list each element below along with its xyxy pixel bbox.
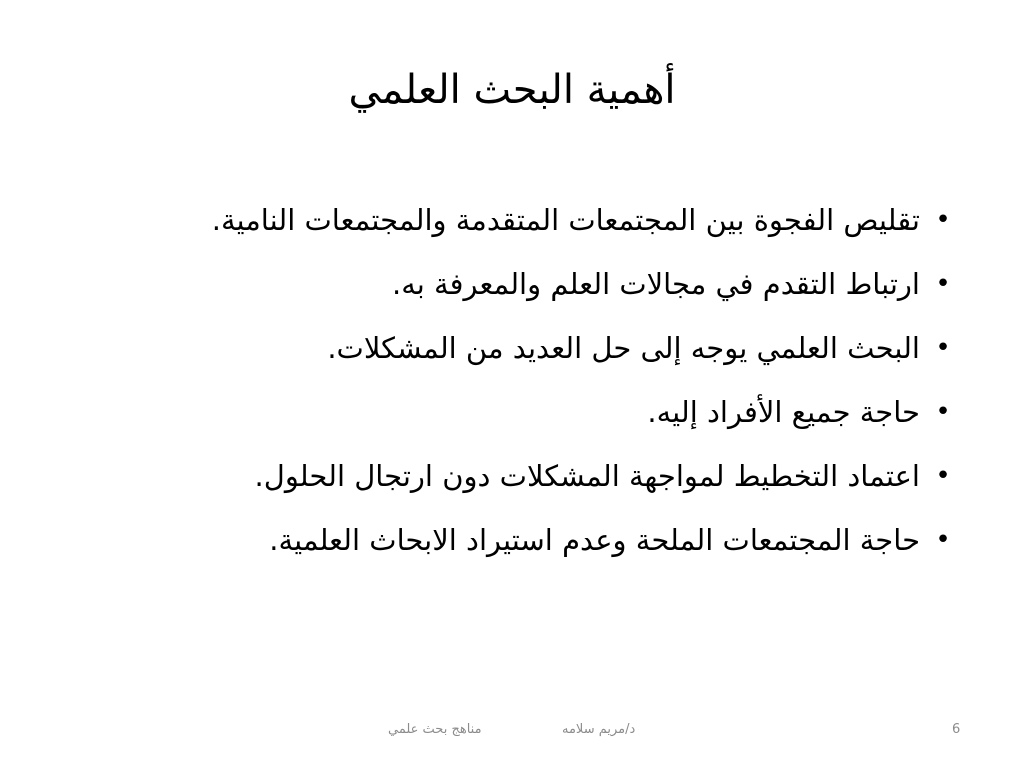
bullet-text-4: حاجة جميع الأفراد إليه. xyxy=(647,395,920,429)
bullet-item-6 xyxy=(40,508,956,572)
footer-page-number: 6 xyxy=(952,722,961,737)
bullet-text-5: اعتماد التخطيط لمواجهة المشكلات دون ارتجال الحلول. xyxy=(254,459,920,493)
bullet-item-4 xyxy=(40,380,956,444)
bullet-item-5 xyxy=(40,444,956,508)
bullet-icon: • xyxy=(935,397,951,427)
footer-author: د/مريم سلامه xyxy=(562,722,636,737)
bullet-icon: • xyxy=(935,525,951,555)
bullet-icon: • xyxy=(935,461,951,491)
bullet-text-6: حاجة المجتمعات الملحة وعدم استيراد الابحاث العلمية. xyxy=(269,523,920,557)
bullet-text-1: تقليص الفجوة بين المجتمعات المتقدمة والمجتمعات النامية. xyxy=(211,203,920,237)
footer-course-name: مناهج بحث علمي xyxy=(388,722,482,737)
bullet-item-3 xyxy=(40,316,956,380)
bullet-icon: • xyxy=(935,333,951,363)
bullet-text-3: البحث العلمي يوجه إلى حل العديد من المشكلات. xyxy=(327,331,920,365)
slide-title: أهمية البحث العلمي xyxy=(348,67,676,113)
bullet-text-2: ارتباط التقدم في مجالات العلم والمعرفة به. xyxy=(392,267,920,301)
bullet-item-2 xyxy=(40,252,956,316)
bullet-item-1 xyxy=(40,188,956,252)
bullet-icon: • xyxy=(935,205,951,235)
bullet-icon: • xyxy=(935,269,951,299)
bullet-list xyxy=(40,188,956,572)
